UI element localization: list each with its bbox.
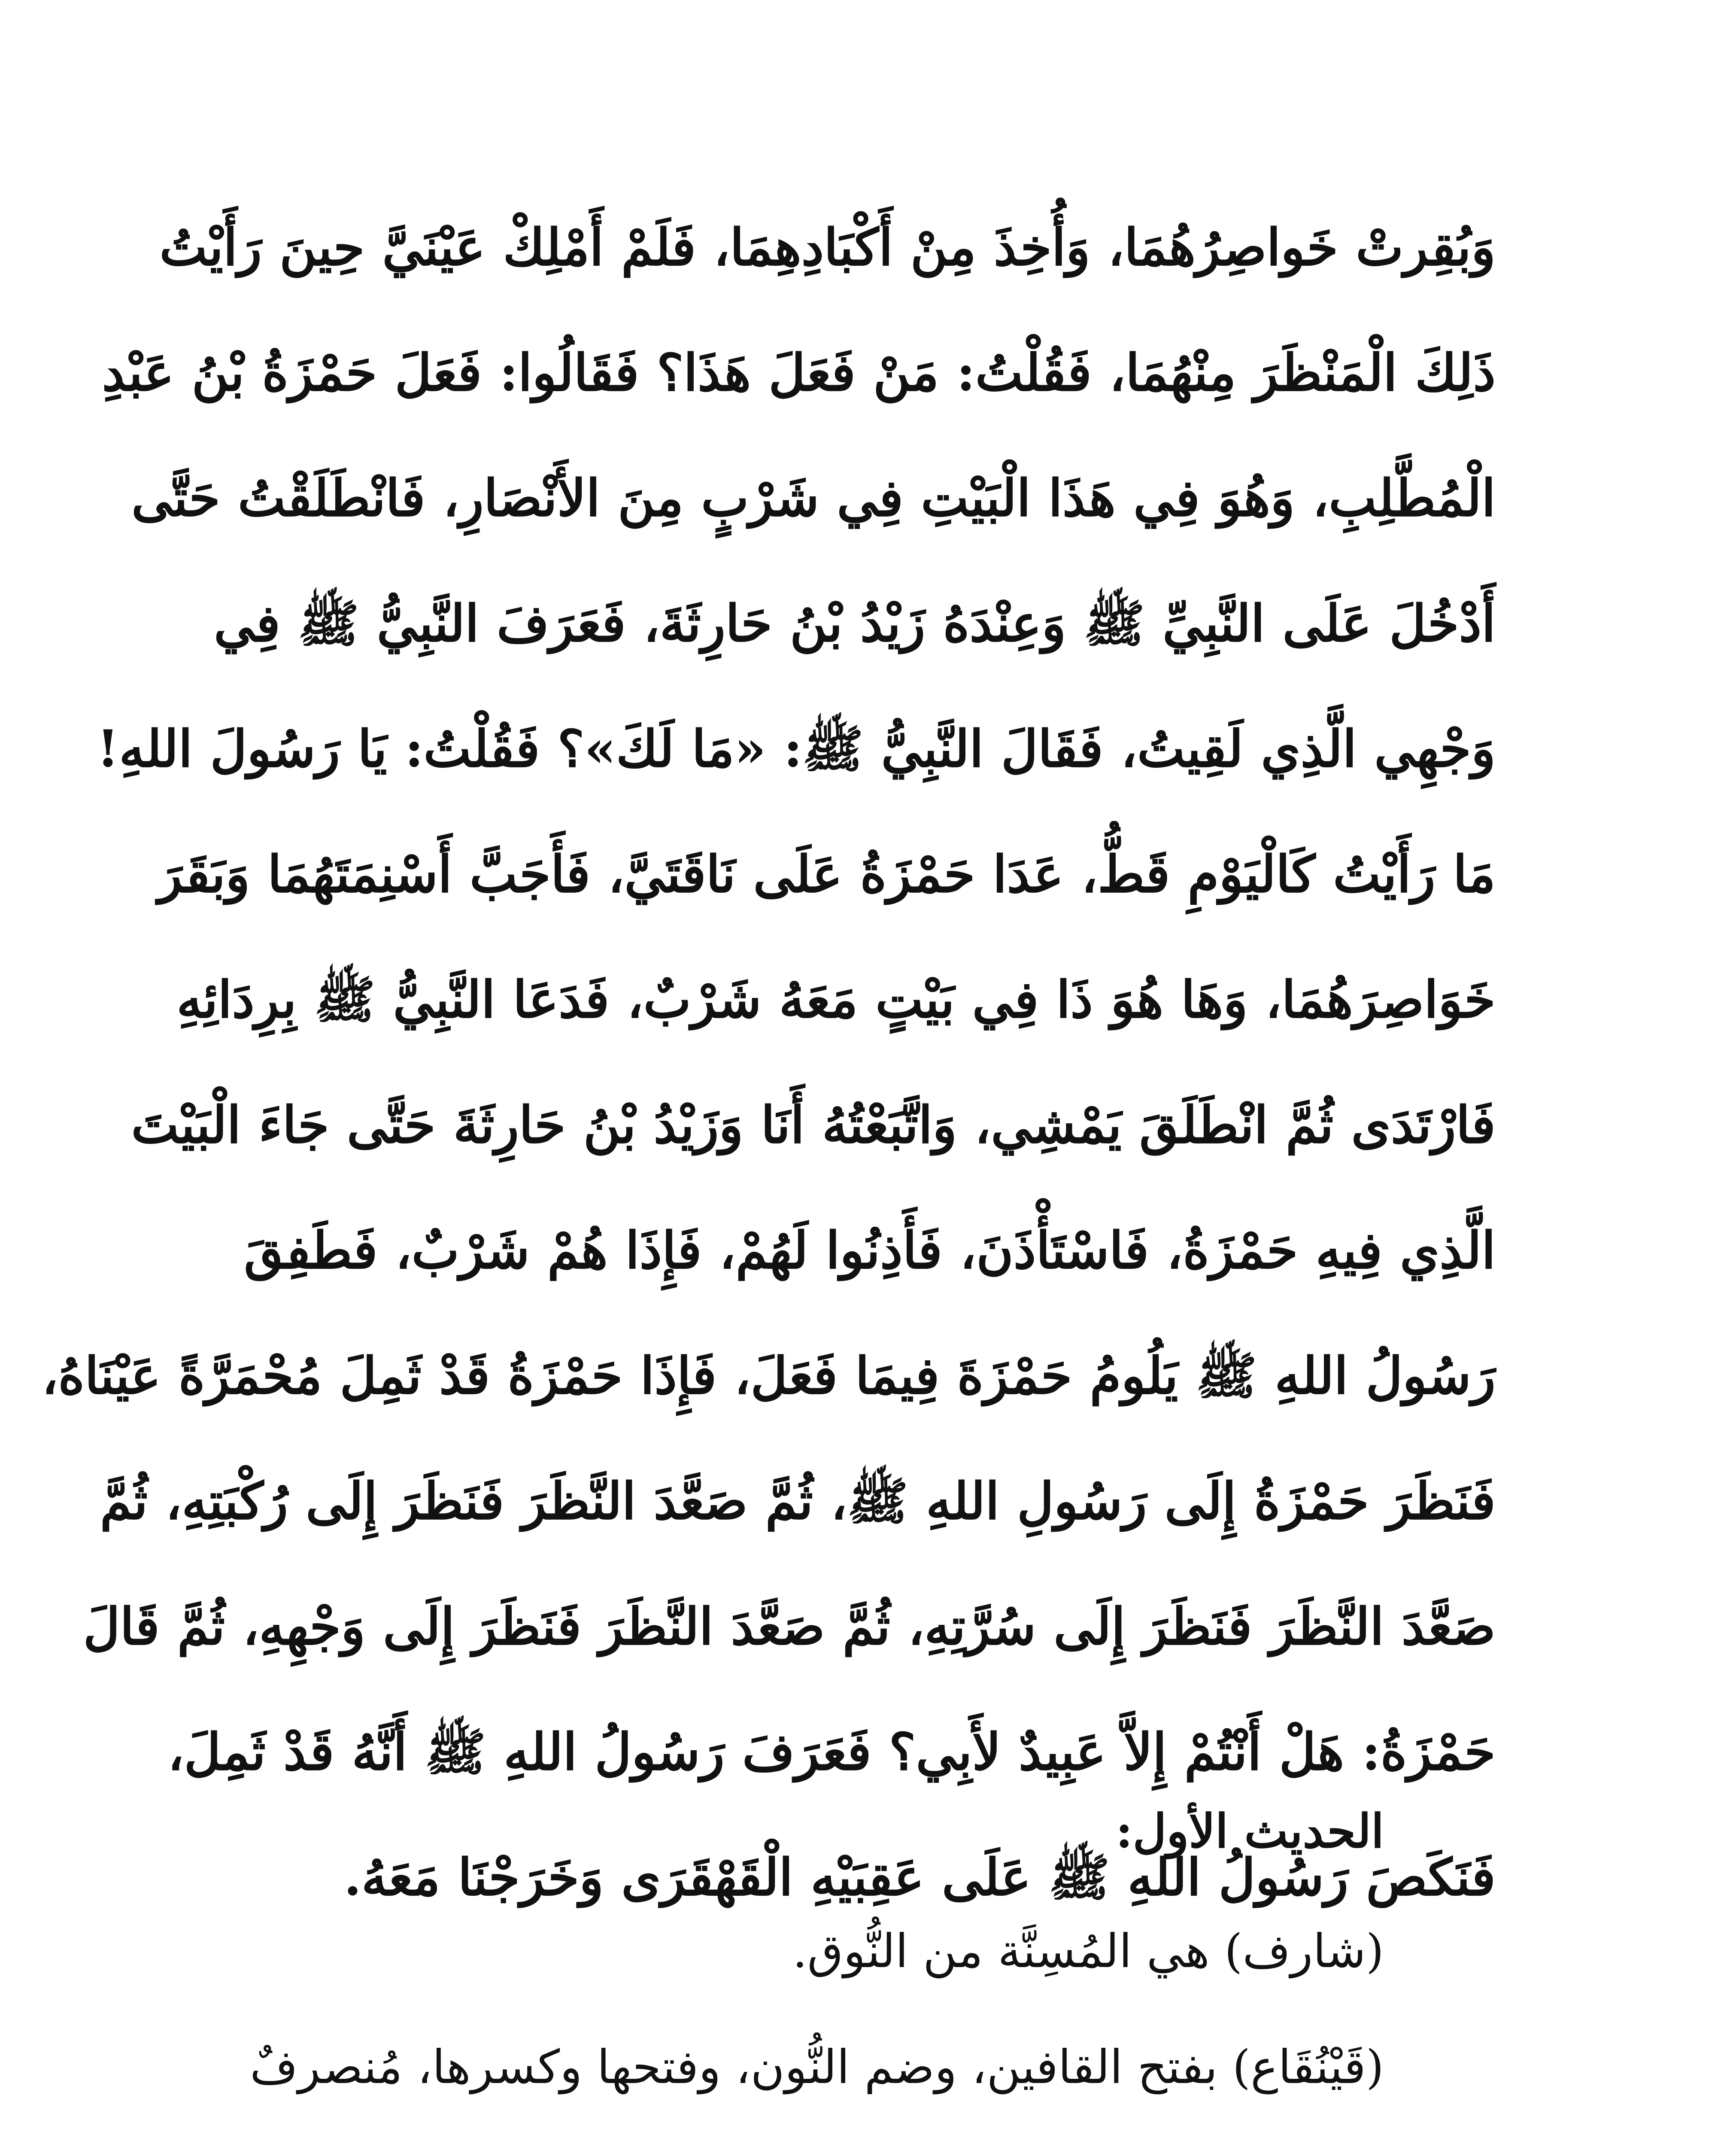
- note-sharif: (شارف) هي المُسِنَّة من النُّوق.: [792, 1925, 1384, 1978]
- text-line: خَوَاصِرَهُمَا، وَهَا هُوَ ذَا فِي بَيْتٍ مَعَهُ شَرْبٌ، فَدَعَا النَّبِيُّ ﷺ بِرِدَائِهِ: [176, 970, 1496, 1029]
- footnotes-block: [250, 1795, 1384, 2147]
- text-line: مَا رَأَيْتُ كَالْيَوْمِ قَطُّ، عَدَا حَمْزَةُ عَلَى نَاقَتَيَّ، فَأَجَبَّ أَسْنِمَتَهُمَا وَبَقَرَ: [158, 844, 1496, 904]
- text-line: حَمْزَةُ: هَلْ أَنْتُمْ إِلاَّ عَبِيدٌ لأَبِي؟ فَعَرَفَ رَسُولُ اللهِ ﷺ أَنَّهُ قَدْ ثَمِلَ،: [167, 1722, 1496, 1782]
- text-line: فَنَظَرَ حَمْزَةُ إِلَى رَسُولِ اللهِ ﷺ، ثُمَّ صَعَّدَ النَّظَرَ فَنَظَرَ إِلَى رُكْبَتِهِ، ثُمَّ: [100, 1471, 1496, 1531]
- text-line: الَّذِي فِيهِ حَمْزَةُ، فَاسْتَأْذَنَ، فَأَذِنُوا لَهُمْ، فَإِذَا هُمْ شَرْبٌ، فَطَفِقَ: [244, 1220, 1496, 1280]
- text-line: الْمُطَّلِبِ، وَهُوَ فِي هَذَا الْبَيْتِ فِي شَرْبٍ مِنَ الأَنْصَارِ، فَانْطَلَقْتُ حَتَّى: [131, 468, 1496, 528]
- text-line: صَعَّدَ النَّظَرَ فَنَظَرَ إِلَى سُرَّتِهِ، ثُمَّ صَعَّدَ النَّظَرَ فَنَظَرَ إِلَى وَجْهِهِ، ثُمَّ قَالَ: [83, 1597, 1496, 1656]
- text-line: فَارْتَدَى ثُمَّ انْطَلَقَ يَمْشِي، وَاتَّبَعْتُهُ أَنَا وَزَيْدُ بْنُ حَارِثَةَ حَتَّى جَاءَ الْبَيْتَ: [131, 1095, 1496, 1155]
- text-line: ذَلِكَ الْمَنْظَرَ مِنْهُمَا، فَقُلْتُ: مَنْ فَعَلَ هَذَا؟ فَقَالُوا: فَعَلَ حَمْزَةُ بْنُ عَبْدِ: [102, 343, 1496, 402]
- text-line: أَدْخُلَ عَلَى النَّبِيِّ ﷺ وَعِنْدَهُ زَيْدُ بْنُ حَارِثَةَ، فَعَرَفَ النَّبِيُّ ﷺ فِي: [214, 593, 1496, 653]
- hadith-text-block: [42, 185, 1496, 1940]
- text-line: فَنَكَصَ رَسُولُ اللهِ ﷺ عَلَى عَقِبَيْهِ الْقَهْقَرَى وَخَرَجْنَا مَعَهُ.: [344, 1847, 1496, 1907]
- notes-heading: الحديث الأول:: [1115, 1804, 1384, 1858]
- text-line: رَسُولُ اللهِ ﷺ يَلُومُ حَمْزَةَ فِيمَا فَعَلَ، فَإِذَا حَمْزَةُ قَدْ ثَمِلَ مُحْمَرَّةً عَيْنَاهُ،: [42, 1346, 1496, 1405]
- text-line: وَبُقِرتْ خَواصِرُهُمَا، وَأُخِذَ مِنْ أَكْبَادِهِمَا، فَلَمْ أَمْلِكْ عَيْنَيَّ حِينَ رَأَيْتُ: [159, 217, 1496, 277]
- note-qaynuqa-line-1: (قَيْنُقَاع) بفتح القافين، وضم النُّون، وفتحها وكسرها، مُنصرفٌ: [250, 2041, 1384, 2094]
- text-line: وَجْهِي الَّذِي لَقِيتُ، فَقَالَ النَّبِيُّ ﷺ: «مَا لَكَ»؟ فَقُلْتُ: يَا رَسُولَ اللهِ!: [97, 719, 1496, 779]
